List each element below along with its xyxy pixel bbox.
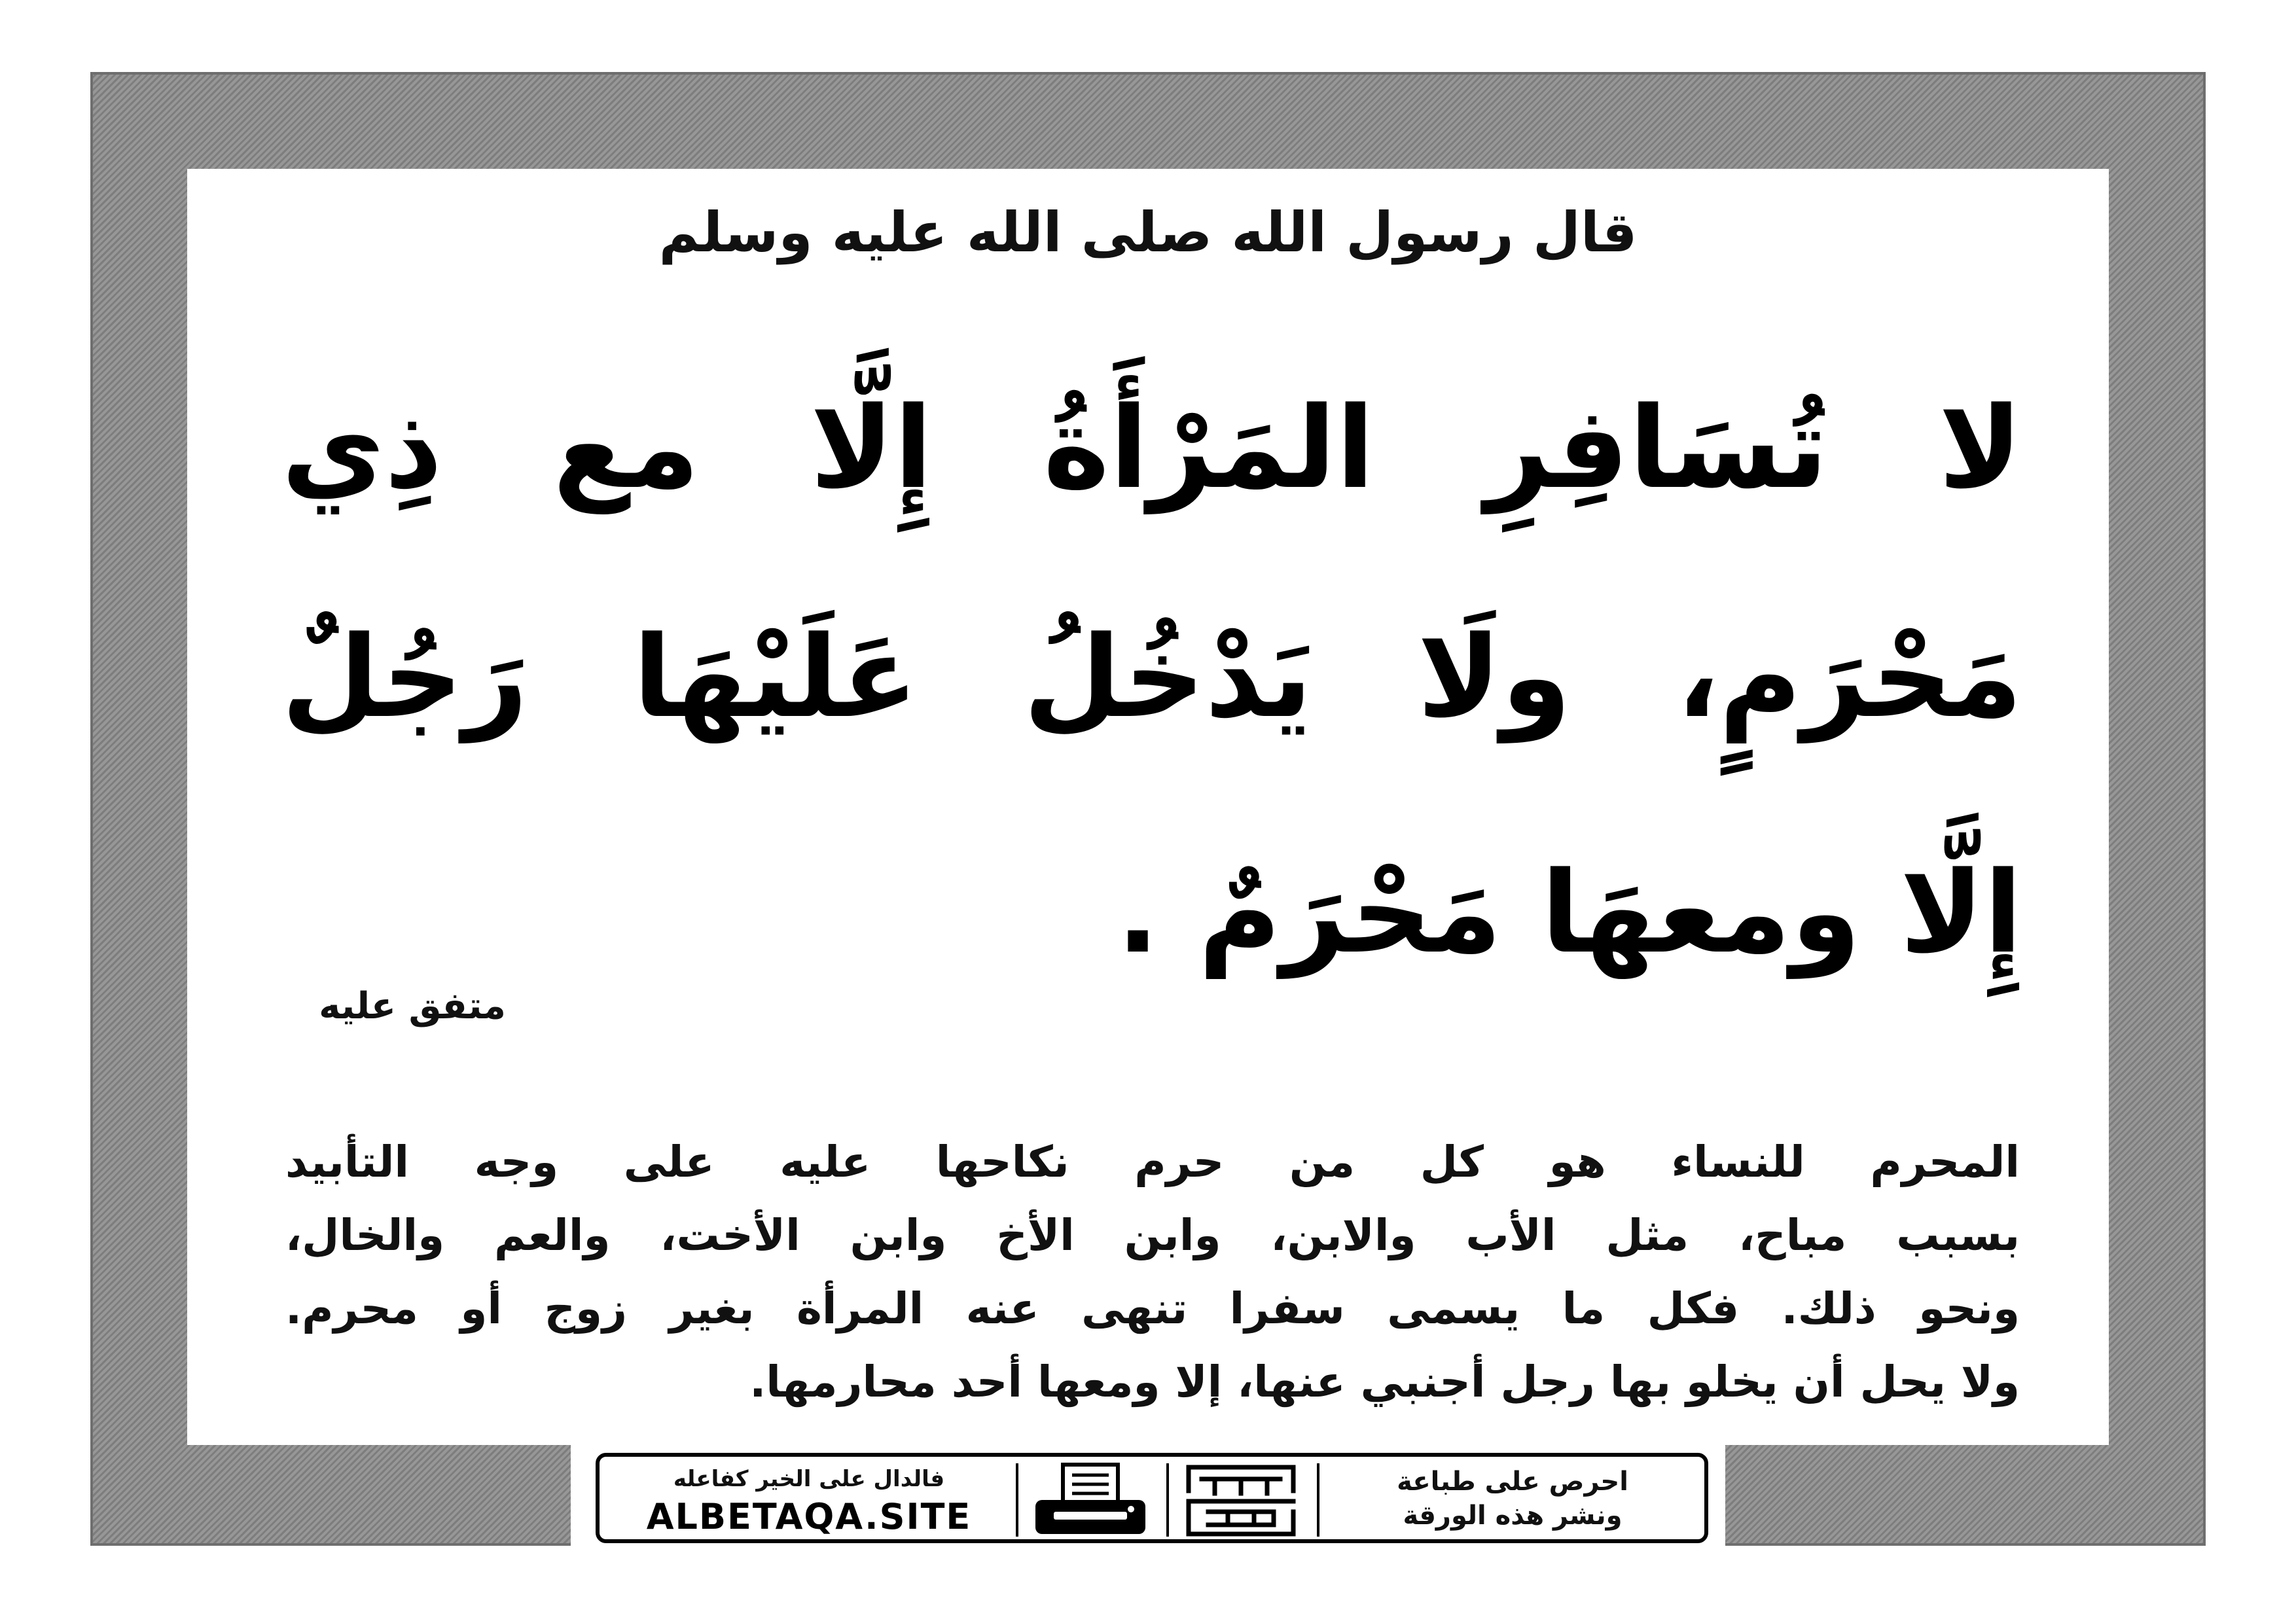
intro-heading: قال رسول الله صلى الله عليه وسلم bbox=[658, 200, 1638, 264]
hadith-line-2: مَحْرَمٍ، ولَا يَدْخُلُ عَلَيْهَا رَجُلٌ bbox=[281, 611, 2022, 743]
print-note-line-2: ونشر هذه الورقة bbox=[1403, 1501, 1623, 1531]
footer-tagline: فالدال على الخير كفاعله bbox=[673, 1466, 945, 1492]
hadith-line-1: لا تُسَافِرِ المَرْأَةُ إِلَّا مع ذِي bbox=[281, 382, 2022, 514]
divider bbox=[1166, 1463, 1169, 1537]
printer-icon bbox=[1025, 1459, 1156, 1542]
print-note bbox=[1326, 1457, 1699, 1539]
explanation-line-2: بسبب مباح، مثل الأب والابن، وابن الأخ وابن الأخت، والعم والخال، bbox=[285, 1210, 2020, 1260]
explanation-paragraph bbox=[285, 1126, 2020, 1419]
print-note-line-1: احرص على طباعة bbox=[1397, 1467, 1628, 1497]
hadith-line-3: إِلَّا ومعهَا مَحْرَمٌ . bbox=[1116, 847, 2022, 978]
explanation-line-1: المحرم للنساء هو كل من حرم نكاحها عليه على وجه التأبيد bbox=[285, 1137, 2020, 1187]
divider bbox=[1016, 1463, 1018, 1537]
dawat-alwaraqa-logo bbox=[1175, 1459, 1306, 1542]
explanation-line-4: ولا يحل أن يخلو بها رجل أجنبي عنها، إلا ومعها أحد محارمها. bbox=[749, 1357, 2020, 1407]
site-block bbox=[606, 1457, 1012, 1539]
site-link[interactable]: ALBETAQA.SITE bbox=[646, 1496, 972, 1537]
explanation-line-3: ونحو ذلك. فكل ما يسمى سفرا تنهى عنه المرأة بغير زوج أو محرم. bbox=[285, 1283, 2020, 1334]
footer-banner bbox=[596, 1453, 1708, 1543]
hadith-source: متفق عليه bbox=[319, 985, 506, 1027]
divider bbox=[1317, 1463, 1319, 1537]
